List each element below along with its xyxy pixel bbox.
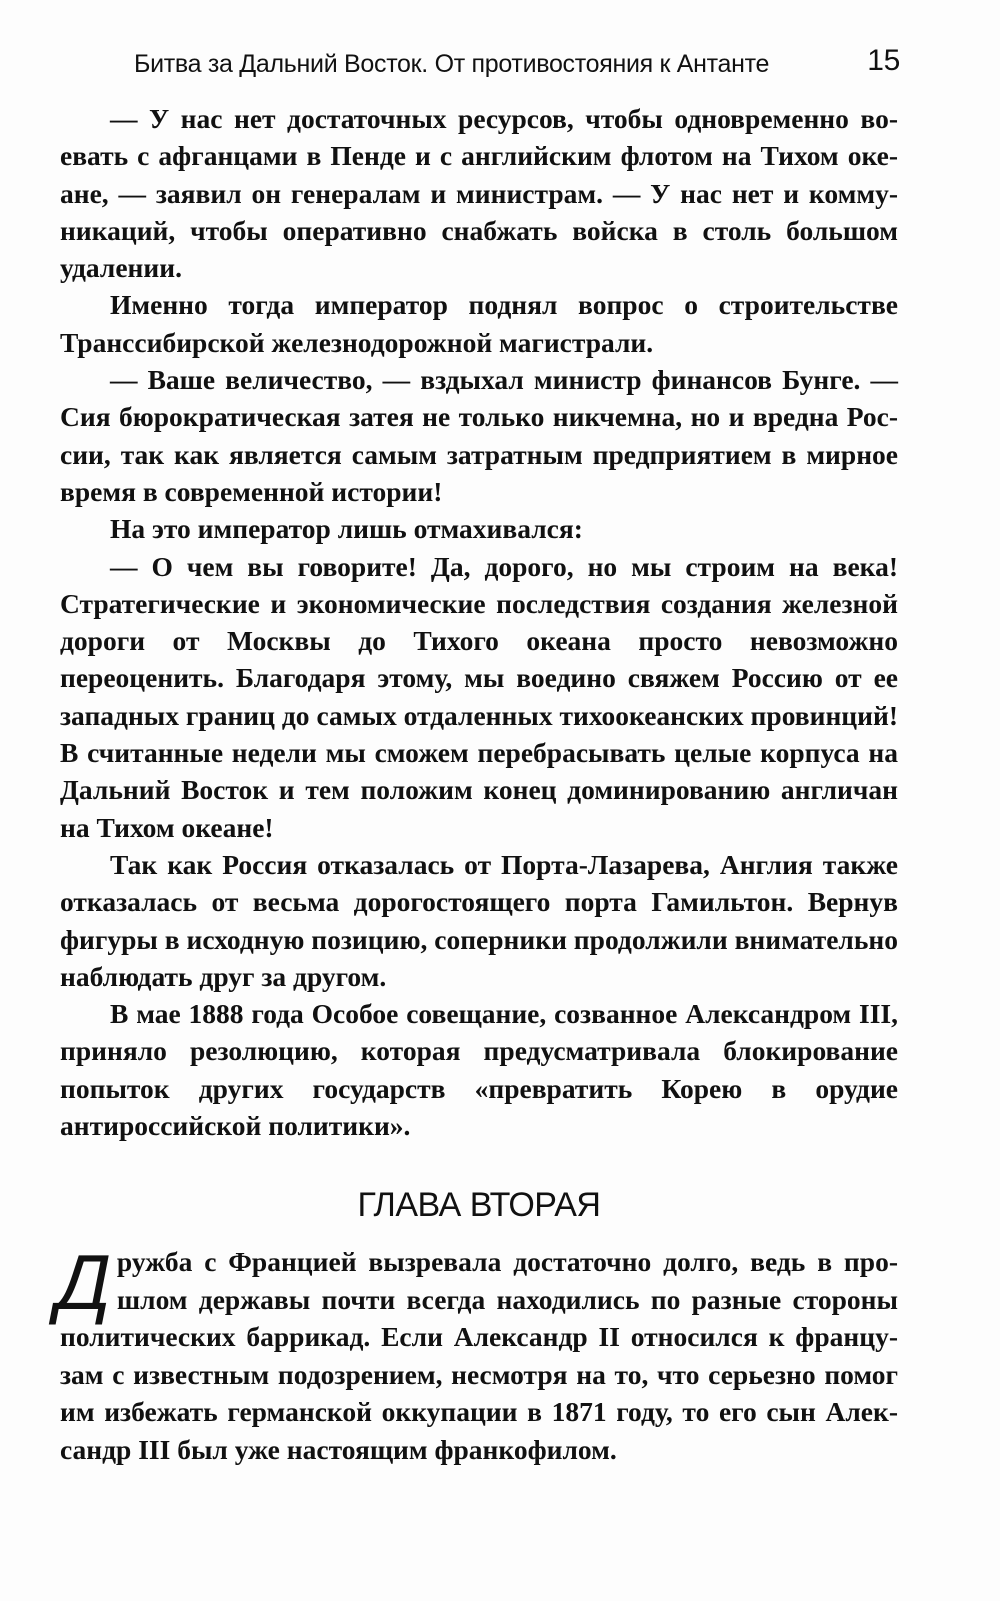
paragraph: На это император лишь отмахивался:: [110, 513, 583, 545]
page-number: 15: [867, 44, 900, 77]
chapter-first-paragraph: [56, 1238, 898, 1468]
body-text: [60, 100, 898, 1144]
running-head-title: Битва за Дальний Восток. От противостояния к Антанте: [134, 50, 770, 78]
running-head: [118, 44, 898, 84]
chapter-title: ГЛАВА ВТОРАЯ: [357, 1186, 601, 1224]
paragraph: — У нас нет достаточных ресурсов, чтобы одновременно воевать с афганцами в Пенде и с английским флотом на Тихом океане, — заявил он генералам и министрам. — У нас нет и коммуникаций, чтобы оперативно снабжать войска в столь большом удалении.: [60, 103, 898, 284]
paragraph: В мае 1888 года Особое совещание, созванное Александром III, приняло резолюцию, которая предусматривала блокирование попыток других государств «превратить Корею в орудие антироссийской политики».: [60, 998, 898, 1142]
paragraph: — Ваше величество, — вздыхал министр финансов Бунге. — Сия бюрократическая затея не только никчемна, но и вредна России, так как является самым затратным предприятием в мирное время в современной истории!: [60, 364, 898, 507]
drop-cap: Д: [56, 1238, 111, 1326]
paragraph: Именно тогда император поднял вопрос о строительстве Транссибирской железнодорожной магистрали.: [60, 289, 898, 358]
chapter-first-paragraph-text: ружба с Францией вызревала достаточно долго, ведь в прошлом державы почти всегда находились по разные стороны политических баррикад. Если Александр II относился к французам с известным подозрением, несмотря на то, что серьезно помог им избежать германской оккупации в 1871 году, то его сын Александр III был уже настоящим франкофилом.: [60, 1246, 898, 1465]
chapter-opening: [56, 1238, 898, 1468]
paragraph: — О чем вы говорите! Да, дорого, но мы строим на века! Стратегические и экономические последствия создания железной дороги от Москвы до Тихого океана просто невозможно переоценить. Благодаря этому, мы воедино свяжем Россию от ее западных границ до самых отдаленных тихоокеанских провинций! В считанные недели мы сможем перебрасывать целые корпуса на Дальний Восток и тем положим конец доминированию англичан на Тихом океане!: [60, 550, 898, 843]
paragraph: Так как Россия отказалась от Порта-Лазарева, Англия также отказалась от весьма дорогостоящего порта Гамильтон. Вернув фигуры в исходную позицию, соперники продолжили внимательно наблюдать друг за другом.: [60, 848, 898, 992]
